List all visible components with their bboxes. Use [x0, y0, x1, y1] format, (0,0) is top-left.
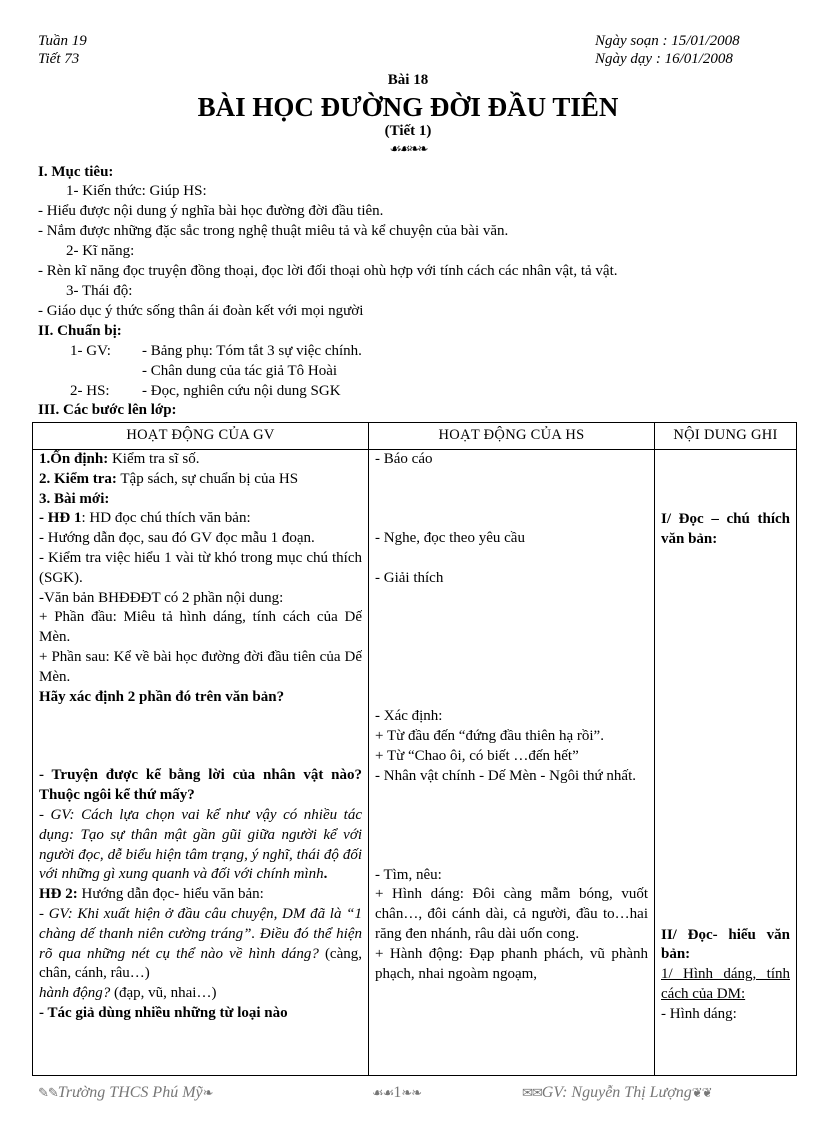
hs-text: - Nghe, đọc theo yêu cầu	[375, 529, 525, 546]
gv-text: - HĐ 1	[39, 510, 82, 527]
hs-text: + Từ đầu đến “đứng đầu thiên hạ rồi”.	[375, 728, 604, 745]
prep-heading: II. Chuẩn bị:	[38, 323, 122, 339]
gv-text: -Văn bản BHĐĐĐT có 2 phần nội dung:	[39, 589, 284, 606]
ornament-divider: ☙☙❧❧	[389, 141, 427, 156]
header-notes: NỘI DUNG GHI	[655, 423, 797, 450]
hs-text: + Hình dáng: Đôi càng mẫm bóng, vuốt chân…, đôi cánh dài, cả người, đầu to…hai răng đen nhánh, râu dài uốn cong.	[375, 886, 648, 942]
teach-date: Ngày dạy : 16/01/2008	[595, 51, 733, 67]
gv-text: 3. Bài mới:	[39, 490, 110, 507]
gv-text: 1.Ổn định:	[39, 451, 109, 467]
gv-text: + Phần đầu: Miêu tả hình dáng, tính cách của Dế Mèn.	[39, 609, 362, 646]
lesson-table	[32, 422, 797, 1076]
knowledge-item: - Nắm được những đặc sắc trong nghệ thuật miêu tả và kể chuyện của bài văn.	[38, 223, 509, 239]
prep-date: Ngày soạn : 15/01/2008	[595, 33, 740, 49]
gv-question: Hãy xác định 2 phần đó trên văn bản?	[39, 688, 285, 705]
footer-ornament: ❧❧	[401, 1085, 422, 1100]
prep-hs-item: - Đọc, nghiên cứu nội dung SGK	[142, 383, 341, 399]
hs-text: - Tìm, nêu:	[375, 866, 442, 883]
gv-text: (càng, chân, cánh, râu…)	[39, 945, 362, 982]
notes-text: 1/ Hình dáng, tính cách của DM:	[661, 966, 790, 1002]
table-header-row	[33, 423, 797, 450]
header-hs: HOẠT ĐỘNG CỦA HS	[369, 423, 655, 450]
footer-ornament: ❧	[202, 1085, 213, 1100]
gv-text: (đạp, vũ, nhai…)	[110, 985, 217, 1002]
notes-text: I/ Đọc – chú thích văn bản:	[661, 511, 790, 547]
gv-text: Hướng dẫn đọc- hiểu văn bản:	[77, 886, 264, 903]
footer-ornament: ☙☙	[372, 1085, 394, 1100]
notes-column	[655, 450, 797, 1076]
attitude-label: 3- Thái độ:	[66, 283, 133, 299]
hs-text: + Từ “Chao ôi, có biết …đến hết”	[375, 747, 579, 764]
prep-gv-item: - Bảng phụ: Tóm tắt 3 sự việc chính.	[142, 343, 362, 359]
footer-ornament: ✉✉	[522, 1085, 542, 1100]
hs-text: - Xác định:	[375, 708, 443, 725]
hs-text: + Hành động: Đạp phanh phách, vũ phành phạch, nhai ngoàm ngoạm,	[375, 945, 648, 982]
notes-text: - Hình dáng:	[661, 1005, 737, 1022]
gv-text: Tập sách, sự chuẩn bị của HS	[116, 470, 299, 487]
skills-label: 2- Kĩ năng:	[66, 243, 135, 259]
page-number: 1	[393, 1084, 402, 1101]
gv-question: - Tác giả dùng nhiều những từ loại nào	[39, 1004, 288, 1021]
table-row	[33, 450, 797, 1076]
prep-hs-label: 2- HS:	[70, 383, 110, 399]
gv-text: - Kiểm tra việc hiểu 1 vài từ khó trong mục chú thích (SGK).	[39, 549, 362, 586]
gv-text: : HD đọc chú thích văn bản:	[81, 510, 251, 527]
hs-text: - Nhân vật chính - Dế Mèn - Ngôi thứ nhất.	[375, 767, 636, 784]
gv-text: + Phần sau: Kể về bài học đường đời đầu tiên của Dế Mèn.	[39, 648, 362, 685]
steps-heading: III. Các bước lên lớp:	[38, 402, 177, 418]
knowledge-item: - Hiểu được nội dung ý nghĩa bài học đường đời đầu tiên.	[38, 203, 384, 219]
knowledge-label: 1- Kiến thức: Giúp HS:	[66, 183, 207, 199]
hs-text: - Báo cáo	[375, 451, 433, 467]
footer-ornament: ✎✎	[38, 1085, 58, 1100]
gv-text: hành động?	[39, 985, 111, 1002]
attitude-item: - Giáo dục ý thức sống thân ái đoàn kết với mọi người	[38, 303, 364, 319]
gv-text: - Hướng dẫn đọc, sau đó GV đọc mẫu 1 đoạn.	[39, 530, 315, 547]
lesson-number: Bài 18	[387, 72, 429, 88]
prep-gv-label: 1- GV:	[70, 343, 111, 359]
week-label: Tuần 19	[38, 33, 87, 49]
gv-column	[33, 450, 369, 1076]
footer-page	[372, 1084, 421, 1102]
header-gv: HOẠT ĐỘNG CỦA GV	[33, 423, 369, 450]
footer-school-name: Trường THCS Phú Mỹ	[57, 1084, 203, 1101]
footer-teacher-name: GV: Nguyễn Thị Lượng	[541, 1084, 692, 1101]
gv-text: 2. Kiểm tra:	[39, 470, 117, 487]
objectives-heading: I. Mục tiêu:	[38, 164, 114, 180]
hs-column	[369, 450, 655, 1076]
period-label: Tiết 73	[38, 51, 80, 67]
prep-gv-item: - Chân dung của tác giả Tô Hoài	[142, 363, 338, 379]
lesson-sub: (Tiết 1)	[384, 123, 432, 139]
footer-school	[38, 1084, 213, 1102]
footer-ornament: ❦❦	[691, 1085, 712, 1100]
gv-text: - GV: Cách lựa chọn vai kể như vậy có nhiều tác dụng: Tạo sự thân mật gần gũi giữa người kể với người đọc, dễ biểu hiện tâm trạng, ý nghĩ, thái độ đối với những gì xung quanh và đối với chính mình	[39, 806, 362, 883]
page-title: BÀI HỌC ĐƯỜNG ĐỜI ĐẦU TIÊN	[197, 92, 619, 122]
gv-text: HĐ 2:	[39, 886, 78, 903]
hs-text: - Giải thích	[375, 569, 444, 586]
gv-text: .	[323, 866, 328, 883]
gv-question: - Truyện được kể bằng lời của nhân vật nào? Thuộc ngôi kể thứ mấy?	[39, 767, 362, 804]
gv-text: Kiểm tra sĩ số.	[108, 451, 200, 467]
footer-teacher	[522, 1084, 712, 1102]
gv-text: - GV: Khi xuất hiện ở đầu câu chuyện, DM đã là “1 chàng dế thanh niên cường tráng”. Điều đó thể hiện rõ qua những nét cụ thể nào về hình dáng?	[39, 905, 362, 962]
notes-text: II/ Đọc- hiểu văn bản:	[661, 926, 790, 963]
skills-item: - Rèn kĩ năng đọc truyện đồng thoại, đọc lời đối thoại ohù hợp với tính cách các nhân vật, tả vật.	[38, 263, 618, 279]
